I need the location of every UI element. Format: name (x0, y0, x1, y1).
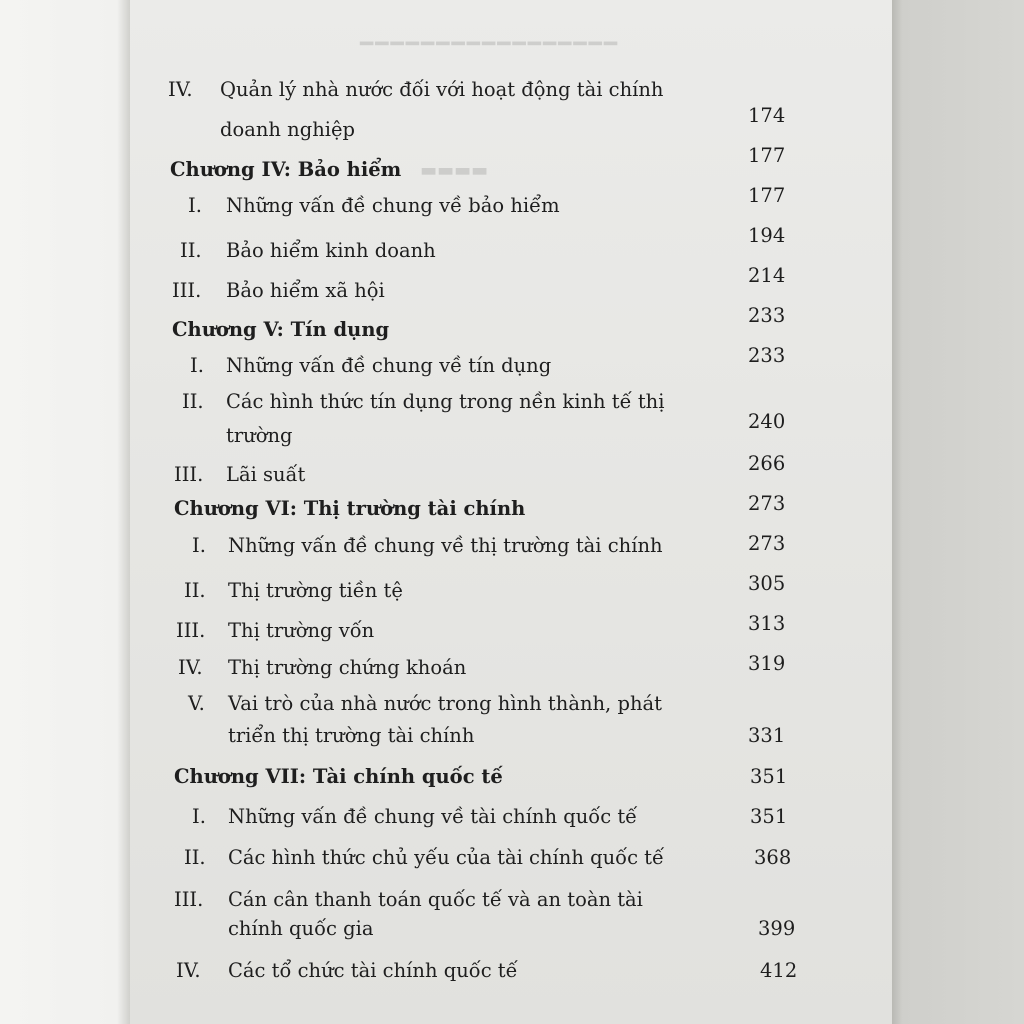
toc-section (178, 656, 466, 679)
toc-section (168, 78, 664, 101)
toc-title: Các hình thức chủ yếu của tài chính quốc tế (228, 846, 665, 869)
toc-page: 351 (750, 805, 788, 828)
toc-title: Các tổ chức tài chính quốc tế (228, 959, 518, 982)
toc-roman: III. (174, 888, 204, 911)
toc-section (174, 888, 643, 911)
toc-title: Cán cân thanh toán quốc tế và an toàn tài (228, 888, 643, 911)
toc-section (174, 463, 305, 486)
show-through-header: ━━━━━━━━━━━━━━━━━ (360, 32, 620, 57)
toc-page: 174 (748, 104, 786, 127)
toc-title: Bảo hiểm kinh doanh (226, 239, 436, 262)
toc-roman: V. (188, 692, 205, 715)
toc-chapter: Chương VII: Tài chính quốc tế (174, 765, 503, 788)
toc-section (188, 194, 560, 217)
toc-roman: II. (184, 579, 206, 602)
toc-title: Thị trường chứng khoán (228, 656, 467, 679)
toc-title: Quản lý nhà nước đối với hoạt động tài chính (220, 78, 664, 101)
toc-page: 214 (748, 264, 786, 287)
toc-page: 273 (748, 532, 786, 555)
toc-page: 305 (748, 572, 786, 595)
toc-chapter: Chương V: Tín dụng (172, 318, 390, 341)
toc-section (192, 805, 637, 828)
toc-section (176, 959, 518, 982)
toc-page: 319 (748, 652, 786, 675)
toc-section (192, 534, 663, 557)
toc-title: Thị trường vốn (228, 619, 375, 642)
toc-title-cont: doanh nghiệp (220, 118, 356, 141)
book-page (130, 0, 892, 1024)
toc-page: 331 (748, 724, 786, 747)
toc-title: Những vấn đề chung về tài chính quốc tế (228, 805, 638, 828)
toc-section (172, 279, 385, 302)
toc-title: Những vấn đề chung về thị trường tài chính (228, 534, 663, 557)
toc-page: 233 (748, 304, 786, 327)
toc-roman: II. (182, 390, 204, 413)
toc-roman: IV. (168, 78, 193, 101)
background-right (892, 0, 1024, 1024)
toc-roman: IV. (178, 656, 203, 679)
toc-title: Thị trường tiền tệ (228, 579, 403, 602)
toc-title: Những vấn đề chung về tín dụng (226, 354, 552, 377)
background-left (0, 0, 130, 1024)
toc-roman: I. (192, 805, 206, 828)
toc-roman: III. (176, 619, 206, 642)
toc-section (176, 619, 374, 642)
toc-page: 273 (748, 492, 786, 515)
toc-section (184, 579, 403, 602)
toc-page: 313 (748, 612, 786, 635)
show-through-text: ▬▬▬▬ (420, 160, 489, 181)
toc-title-cont: chính quốc gia (228, 917, 374, 940)
toc-title: Các hình thức tín dụng trong nền kinh tế thị (226, 390, 665, 413)
toc-page: 177 (748, 144, 786, 167)
toc-page: 412 (760, 959, 798, 982)
toc-page: 240 (748, 410, 786, 433)
toc-roman: III. (172, 279, 202, 302)
toc-chapter: Chương IV: Bảo hiểm (170, 158, 402, 181)
toc-roman: I. (190, 354, 204, 377)
toc-section (190, 354, 551, 377)
toc-page: 399 (758, 917, 796, 940)
toc-section (184, 846, 664, 869)
toc-page: 233 (748, 344, 786, 367)
toc-roman: II. (184, 846, 206, 869)
toc-title-cont: trường (226, 424, 293, 447)
toc-title: Lãi suất (226, 463, 306, 486)
toc-title: Vai trò của nhà nước trong hình thành, phát (228, 692, 662, 715)
toc-page: 177 (748, 184, 786, 207)
toc-chapter: Chương VI: Thị trường tài chính (174, 497, 526, 520)
toc-roman: II. (180, 239, 202, 262)
toc-section (180, 239, 436, 262)
toc-page: 368 (754, 846, 792, 869)
toc-title: Những vấn đề chung về bảo hiểm (226, 194, 560, 217)
toc-section (188, 692, 662, 715)
toc-roman: IV. (176, 959, 201, 982)
toc-page: 266 (748, 452, 786, 475)
toc-title-cont: triển thị trường tài chính (228, 724, 475, 747)
toc-page: 194 (748, 224, 786, 247)
toc-roman: I. (192, 534, 206, 557)
toc-section (182, 390, 664, 413)
toc-roman: III. (174, 463, 204, 486)
toc-page: 351 (750, 765, 788, 788)
toc-title: Bảo hiểm xã hội (226, 279, 385, 302)
toc-roman: I. (188, 194, 202, 217)
